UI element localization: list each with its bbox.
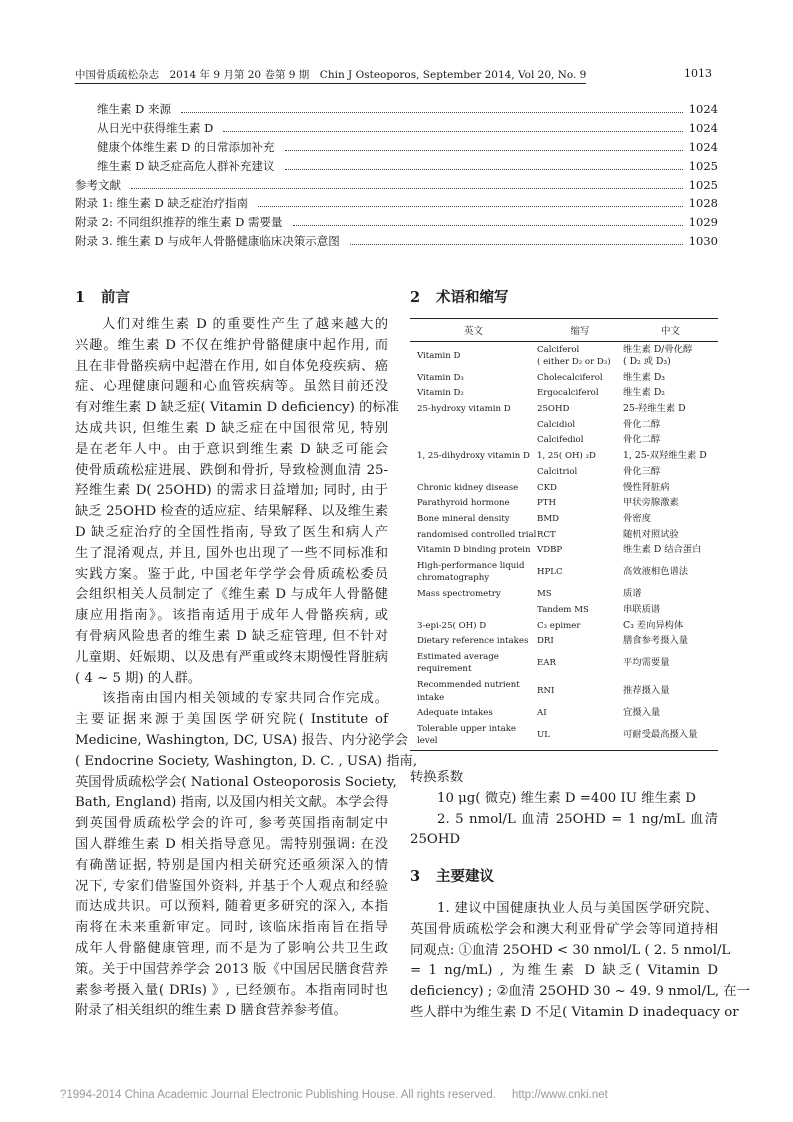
table-row <box>410 543 718 559</box>
term-chinese: 平均需要量 <box>623 657 670 669</box>
table-row <box>410 464 718 480</box>
paragraph-line: 国人群维生素 D 相关指导意见。需特别强调: 在没 <box>75 836 388 852</box>
paragraph-line: 缺乏 25OHD 检查的适应症、结果解释、以及维生素 <box>75 504 388 520</box>
cnki-link[interactable]: http://www.cnki.net <box>511 1089 608 1101</box>
term-chinese: 骨化三醇 <box>623 465 661 477</box>
term-abbreviation: Tandem MS <box>537 604 589 615</box>
table-row <box>410 496 718 512</box>
toc-entry-label: 参考文献 <box>75 177 121 192</box>
term-abbreviation: Calcifediol <box>537 435 584 446</box>
paragraph-line: 南将在未来重新审定。同时, 该临床指南旨在指导 <box>75 920 388 936</box>
section-title: 术语和缩写 <box>436 289 509 306</box>
term-english: Bone mineral density <box>417 513 510 524</box>
table-row <box>410 649 718 677</box>
paragraph-line: 儿童期、妊娠期、以及患有严重或终末期慢性肾脏病 <box>75 649 388 665</box>
toc-leader-dots <box>285 150 683 151</box>
toc-leader-dots <box>223 131 682 132</box>
paragraph-line: 到英国骨质疏松学会的许可, 参考英国指南制定中 <box>75 816 388 832</box>
paragraph-line: 且在非骨骼疾病中起潜在作用, 如自体免疫疾病、癌 <box>75 358 388 374</box>
paragraph-line: 同观点: ①血清 25OHD < 30 nmol/L ( 2. 5 nmol/L <box>410 942 731 958</box>
term-chinese: 甲状旁腺激素 <box>623 497 679 509</box>
paragraph-line: Medicine, Washington, DC, USA) 报告、内分泌学会 <box>75 732 408 748</box>
term-abbreviation: Calcidiol <box>537 419 576 430</box>
term-chinese: 推荐摄入量 <box>623 685 670 697</box>
term-abbreviation: DRI <box>537 636 554 647</box>
toc-leader-dots <box>258 206 683 207</box>
table-row <box>410 402 718 418</box>
term-chinese: 维生素 D/骨化醇 ( D₂ 或 D₃) <box>623 343 693 367</box>
term-abbreviation: UL <box>537 730 550 741</box>
term-abbreviation: RNI <box>537 686 555 697</box>
paragraph-line: 素参考摄入量( DRIs) 》, 已经颁布。本指南同时也 <box>75 982 388 998</box>
section-title: 主要建议 <box>436 868 494 885</box>
term-english: Dietary reference intakes <box>417 636 529 647</box>
toc-leader-dots <box>131 188 683 189</box>
paragraph-line: 附录了相关组织的维生素 D 膳食营养参考值。 <box>75 1003 347 1019</box>
table-row <box>410 449 718 465</box>
table-row <box>410 706 718 722</box>
section-1-heading <box>75 286 130 307</box>
paragraph-line: ( 4 ~ 5 期) 的人群。 <box>75 670 202 686</box>
term-chinese: 慢性肾脏病 <box>623 481 670 493</box>
section-3-body <box>410 899 750 1024</box>
table-row <box>410 527 718 543</box>
section-2-heading <box>410 286 509 307</box>
paragraph-line: 会组织相关人员制定了《维生素 D 与成年人骨骼健 <box>75 587 388 603</box>
toc-entry-label: 附录 2: 不同组织推荐的维生素 D 需要量 <box>75 215 283 230</box>
conversion-title: 转换系数 <box>410 770 464 785</box>
paragraph-line: 有对维生素 D 缺乏症( Vitamin D deficiency) 的标准 <box>75 400 399 416</box>
toc-entry-label: 维生素 D 缺乏症高危人群补充建议 <box>97 158 275 173</box>
table-row <box>410 634 718 650</box>
paragraph-line: 有确凿证据, 特别是国内相关研究还亟须深入的情 <box>75 857 388 873</box>
toc-entry[interactable] <box>75 101 718 120</box>
term-abbreviation: RCT <box>537 529 556 540</box>
paragraph-line: = 1 ng/mL) , 为维生素 D 缺乏( Vitamin D <box>410 963 718 979</box>
term-chinese: 串联质谱 <box>623 603 661 615</box>
table-of-contents <box>75 101 718 252</box>
toc-entry-page: 1029 <box>688 215 718 230</box>
term-chinese: 质谱 <box>623 588 642 600</box>
toc-entry-page: 1024 <box>688 102 718 116</box>
toc-entry[interactable] <box>75 139 718 158</box>
term-english <box>410 464 537 480</box>
term-english <box>410 417 537 433</box>
paragraph-line: 主要证据来源于美国医学研究院( Institute of <box>75 712 388 728</box>
toc-entry-label: 附录 1: 维生素 D 缺乏症治疗指南 <box>75 196 249 211</box>
paragraph-line: Bath, England) 指南, 以及国内相关文献。本学会得 <box>75 795 389 811</box>
term-chinese: 1, 25-双羟维生素 D <box>623 450 707 462</box>
table-row <box>410 480 718 496</box>
paragraph-line: 策。关于中国营养学会 2013 版《中国居民膳食营养 <box>75 961 388 977</box>
term-english: 1, 25-dihydroxy vitamin D <box>417 451 530 462</box>
toc-entry-page: 1025 <box>688 158 718 173</box>
term-chinese: 随机对照试验 <box>623 528 679 540</box>
term-abbreviation: AI <box>537 708 547 719</box>
toc-entry[interactable] <box>75 158 718 177</box>
term-english: randomised controlled trial <box>417 529 537 540</box>
toc-leader-dots <box>350 244 683 245</box>
section-3-heading <box>410 865 494 886</box>
table-row <box>410 511 718 527</box>
paragraph-line: 1. 建议中国健康执业人员与美国医学研究院、 <box>437 901 718 916</box>
running-header: 中国骨质疏松杂志 2014 年 9 月第 20 卷第 9 期 Chin J Osteoporos, September 2014, Vol 20, No. 9 <box>75 67 586 84</box>
table-header-row <box>410 319 718 342</box>
term-english: Chronic kidney disease <box>417 482 519 493</box>
term-english: Vitamin D₂ <box>417 388 464 399</box>
toc-entry-page: 1024 <box>688 120 718 135</box>
toc-leader-dots <box>293 225 683 226</box>
toc-entry[interactable] <box>75 233 718 252</box>
term-abbreviation: Ergocalciferol <box>537 388 599 399</box>
paragraph-line: 有骨病风险患者的维生素 D 缺乏症管理, 但不针对 <box>75 628 388 644</box>
term-abbreviation: CKD <box>537 482 557 493</box>
term-chinese: 可耐受最高摄入量 <box>623 729 698 741</box>
term-chinese: 25-羟维生素 D <box>623 403 686 415</box>
section-number: 2 <box>410 289 421 306</box>
section-1-body <box>75 315 418 1022</box>
page-number: 1013 <box>684 67 712 80</box>
paragraph-line: deficiency) ; ②血清 25OHD 30 ~ 49. 9 nmol/L, 在一 <box>410 984 750 1000</box>
paragraph-line: 兴趣。维生素 D 不仅在维护骨骼健康中起作用, 而 <box>75 337 388 353</box>
paragraph-line: 达成共识, 但维生素 D 缺乏症在中国很常见, 特别 <box>75 420 388 436</box>
term-chinese: 骨化二醇 <box>623 434 661 446</box>
paragraph-line: 英国骨质疏松学会( National Osteoporosis Society, <box>75 774 397 790</box>
term-english: Vitamin D binding protein <box>417 545 531 556</box>
term-chinese: C₃ 差向异构体 <box>623 619 684 631</box>
conversion-factors <box>410 768 718 851</box>
table-row <box>410 587 718 603</box>
table-row <box>410 417 718 433</box>
toc-entry-label: 健康个体维生素 D 的日常添加补充 <box>97 139 275 154</box>
term-chinese: 维生素 D₂ <box>623 387 666 399</box>
term-chinese: 高效液相色谱法 <box>623 566 689 578</box>
term-english: 3-epi-25( OH) D <box>417 620 487 631</box>
conversion-line: 2. 5 nmol/L 血清 25OHD = 1 ng/mL 血清 <box>437 811 718 827</box>
paragraph-line: 英国骨质疏松学会和澳大利亚骨矿学会等同道持相 <box>410 921 718 937</box>
paragraph-line: 成年人骨骼健康管理, 而不是为了影响公共卫生政 <box>75 940 388 956</box>
paragraph-line: 些人群中为维生素 D 不足( Vitamin D inadequacy or <box>410 1004 739 1020</box>
column-header-chinese: 中文 <box>623 319 718 342</box>
section-number: 3 <box>410 868 421 885</box>
term-english: Adequate intakes <box>417 708 493 719</box>
toc-leader-dots <box>285 169 683 170</box>
term-chinese: 骨密度 <box>623 512 651 524</box>
table-row <box>410 433 718 449</box>
paragraph-line: 是在老年人中。由于意识到维生素 D 缺乏可能会 <box>75 441 388 457</box>
toc-entry-label: 附录 3. 维生素 D 与成年人骨骼健康临床决策示意图 <box>75 234 340 249</box>
paragraph-line: 实践方案。鉴于此, 中国老年学学会骨质疏松委员 <box>75 566 388 582</box>
paragraph-line: 人们对维生素 D 的重要性产生了越来越大的 <box>102 317 388 332</box>
copyright-notice: ?1994-2014 China Academic Journal Electronic Publishing House. All rights reserved. <box>60 1089 496 1101</box>
term-english <box>410 602 537 618</box>
toc-entry-label: 维生素 D 来源 <box>97 102 172 116</box>
term-abbreviation: PTH <box>537 498 557 509</box>
footer <box>60 1089 608 1101</box>
toc-entry[interactable] <box>75 120 718 139</box>
term-english: 25-hydroxy vitamin D <box>417 404 511 415</box>
paragraph-line: 生了混淆观点, 并且, 国外也出现了一些不同标准和 <box>75 545 388 561</box>
table-row <box>410 678 718 706</box>
conversion-line: 10 μg( 微克) 维生素 D =400 IU 维生素 D <box>437 790 696 806</box>
toc-entry-page: 1028 <box>688 196 718 211</box>
paragraph-line: ( Endocrine Society, Washington, D. C. , USA) 指南, <box>75 753 418 769</box>
table-row <box>410 618 718 634</box>
term-english <box>410 433 537 449</box>
toc-entry-page: 1030 <box>688 234 718 249</box>
conversion-line: 25OHD <box>410 832 461 848</box>
term-abbreviation: Calcitriol <box>537 466 578 477</box>
paragraph-line: 康应用指南》。该指南适用于成年人骨骼疾病, 或 <box>75 608 388 624</box>
terms-table <box>410 318 718 751</box>
term-english: Recommended nutrient intake <box>417 680 520 703</box>
table-row <box>410 721 718 750</box>
column-header-english: 英文 <box>410 319 537 342</box>
table-row <box>410 602 718 618</box>
table-row <box>410 386 718 402</box>
term-abbreviation: BMD <box>537 513 560 524</box>
paragraph-line: 该指南由国内相关领域的专家共同合作完成。 <box>102 691 388 707</box>
term-abbreviation: VDBP <box>537 545 563 556</box>
paragraph-line: 况下, 专家们借鉴国外资料, 并基于个人观点和经验 <box>75 878 388 894</box>
toc-entry-page: 1024 <box>688 139 718 154</box>
term-abbreviation: C₃ epimer <box>537 620 581 631</box>
term-english: Parathyroid hormone <box>417 498 510 509</box>
term-abbreviation: Calciferol ( either D₂ or D₃) <box>537 344 611 367</box>
paragraph-line: 症、心理健康问题和心血管疾病等。虽然目前还没 <box>75 379 388 395</box>
toc-entry[interactable] <box>75 214 718 233</box>
section-title: 前言 <box>101 289 130 306</box>
toc-entry-label: 从日光中获得维生素 D <box>97 120 214 135</box>
toc-entry-page: 1025 <box>688 177 718 192</box>
column-header-abbreviation: 缩写 <box>537 319 623 342</box>
term-chinese: 宜摄入量 <box>623 707 661 719</box>
term-english: Vitamin D <box>417 350 461 361</box>
term-english: Estimated average requirement <box>417 651 499 675</box>
term-english: Mass spectrometry <box>417 589 501 600</box>
term-abbreviation: HPLC <box>537 567 563 578</box>
table-row <box>410 370 718 386</box>
table-row <box>410 558 718 586</box>
paragraph-line: 羟维生素 D( 25OHD) 的需求日益增加; 同时, 由于 <box>75 483 388 499</box>
term-abbreviation: EAR <box>537 658 556 669</box>
term-abbreviation: 1, 25( OH) ₂D <box>537 451 596 462</box>
term-chinese: 骨化二醇 <box>623 418 661 430</box>
toc-leader-dots <box>181 112 683 113</box>
paragraph-line: D 缺乏症治疗的全国性指南, 导致了医生和病人产 <box>75 524 388 540</box>
toc-entry[interactable] <box>75 177 718 196</box>
term-english: Tolerable upper intake level <box>417 723 516 747</box>
term-abbreviation: 25OHD <box>537 404 570 415</box>
term-chinese: 维生素 D 结合蛋白 <box>623 544 702 556</box>
term-abbreviation: Cholecalciferol <box>537 372 603 383</box>
term-chinese: 维生素 D₃ <box>623 371 666 383</box>
term-english: High-performance liquid chromatography <box>417 560 525 584</box>
paragraph-line: 而达成共识。可以预料, 随着更多研究的深入, 本指 <box>75 899 388 915</box>
term-abbreviation: MS <box>537 589 552 600</box>
table-row <box>410 342 718 371</box>
term-english: Vitamin D₃ <box>417 372 464 383</box>
term-chinese: 膳食参考摄入量 <box>623 635 689 647</box>
paragraph-line: 使骨质疏松症进展、跌倒和骨折, 导致检测血清 25- <box>75 462 388 478</box>
section-number: 1 <box>75 289 86 306</box>
toc-entry[interactable] <box>75 195 718 214</box>
